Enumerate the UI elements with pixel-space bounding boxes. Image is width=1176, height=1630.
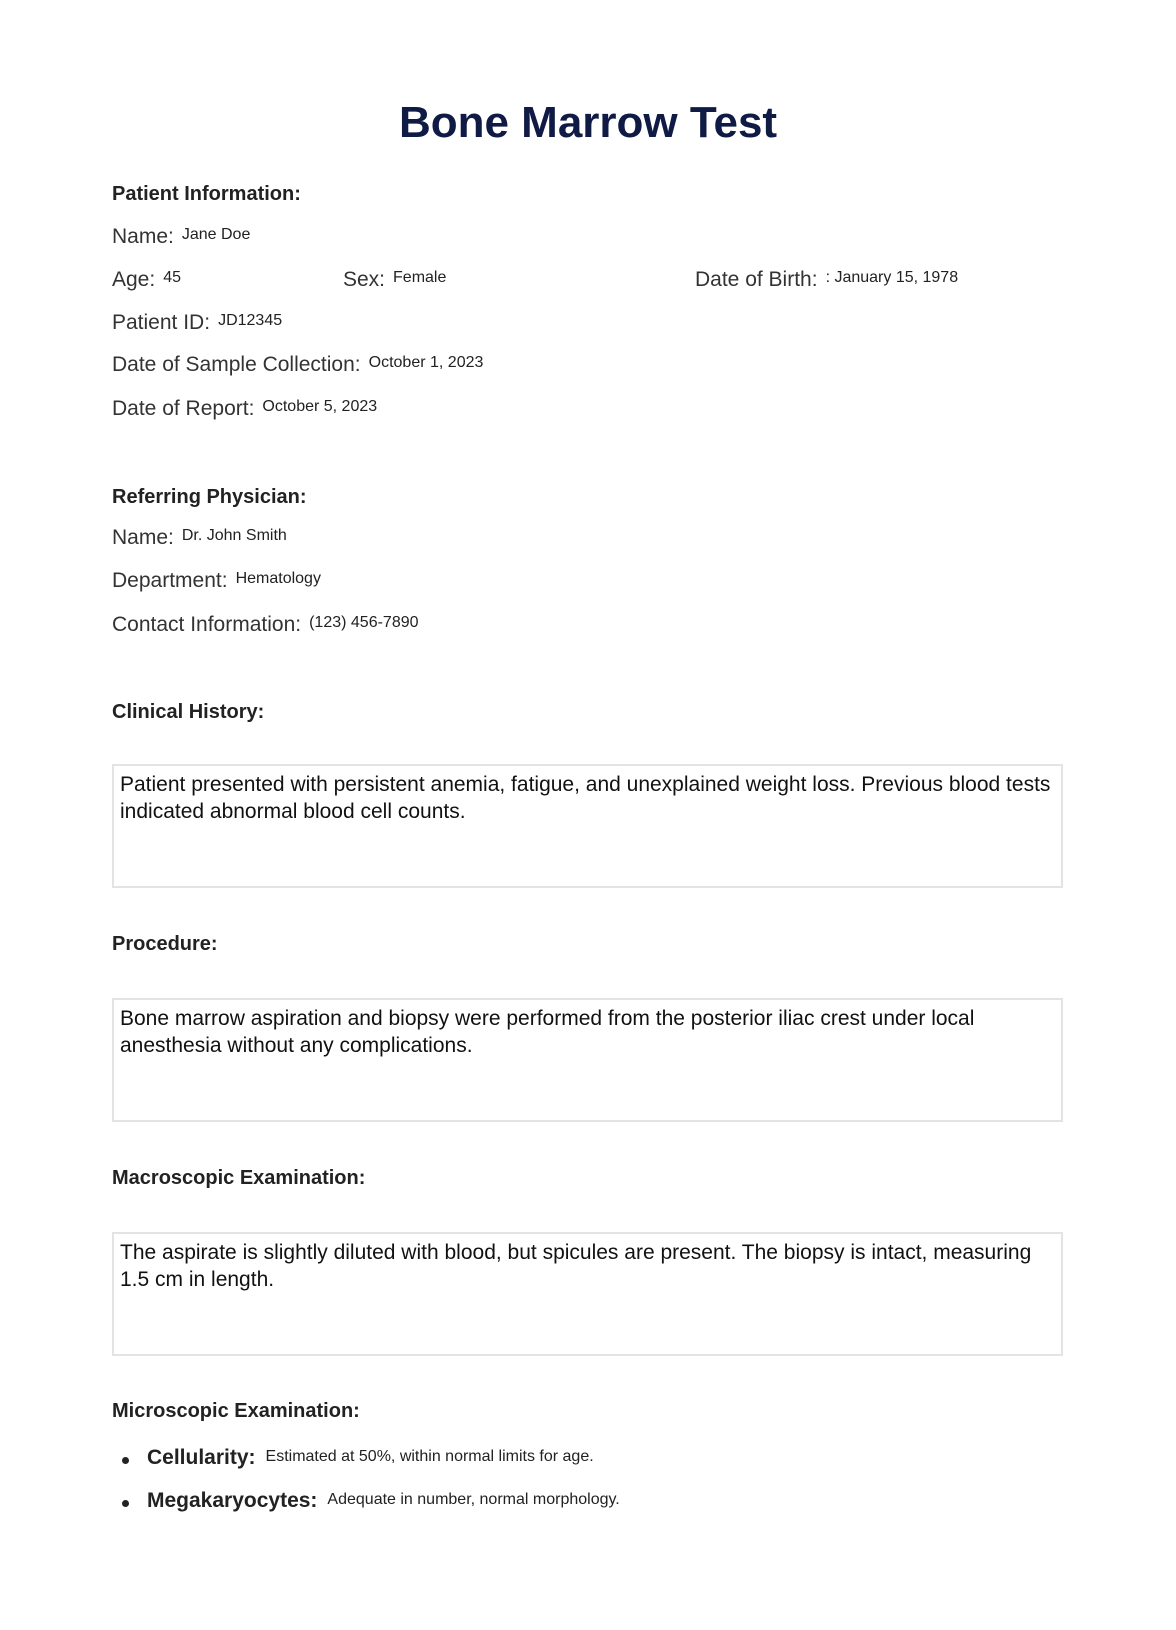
label: Patient ID:: [112, 311, 211, 334]
label: Department:: [112, 569, 228, 592]
item-label: Cellularity:: [147, 1446, 256, 1469]
collection-date: October 1, 2023: [368, 354, 484, 371]
label: Age:: [112, 268, 156, 291]
macroscopic-box: The aspirate is slightly diluted with blood, but spicules are present. The biopsy is intact, measuring 1.5 cm in length.: [112, 1232, 1063, 1356]
patient-name-row: [112, 225, 250, 249]
procedure-box: Bone marrow aspiration and biopsy were performed from the posterior iliac crest under local anesthesia without any complications.: [112, 998, 1063, 1122]
patient-sex-row: [343, 268, 446, 292]
label: Sex:: [343, 268, 386, 291]
contact: (123) 456-7890: [309, 614, 419, 631]
patient-info-heading: Patient Information:: [112, 183, 301, 205]
collection-date-row: [112, 353, 483, 377]
label: Date of Report:: [112, 397, 255, 420]
item-label: Megakaryocytes:: [147, 1489, 318, 1512]
patient-id: JD12345: [218, 312, 283, 329]
patient-age-row: [112, 268, 181, 292]
page-title: Bone Marrow Test: [398, 98, 778, 147]
label: Contact Information:: [112, 613, 302, 636]
contact-row: [112, 613, 419, 637]
patient-name: Jane Doe: [181, 226, 251, 243]
clinical-history-heading: Clinical History:: [112, 701, 265, 723]
item-value: Estimated at 50%, within normal limits for age.: [265, 1448, 594, 1465]
item-value: Adequate in number, normal morphology.: [327, 1491, 620, 1508]
list-item: [112, 1446, 620, 1470]
label: Name:: [112, 526, 174, 549]
label: Date of Sample Collection:: [112, 353, 361, 376]
patient-id-row: [112, 311, 282, 335]
label: Date of Birth:: [695, 268, 818, 291]
department-row: [112, 569, 321, 593]
clinical-history-box: Patient presented with persistent anemia, fatigue, and unexplained weight loss. Previous blood tests indicated abnormal blood cell counts.: [112, 764, 1063, 888]
procedure-heading: Procedure:: [112, 933, 218, 955]
report-date-row: [112, 397, 377, 421]
patient-sex: Female: [393, 269, 447, 286]
macroscopic-heading: Macroscopic Examination:: [112, 1167, 366, 1189]
patient-dob-row: [695, 268, 958, 292]
physician-heading: Referring Physician:: [112, 486, 307, 508]
list-item: [112, 1489, 620, 1513]
label: Name:: [112, 225, 174, 248]
physician-name-row: [112, 526, 287, 550]
physician-name: Dr. John Smith: [181, 527, 287, 544]
department: Hematology: [235, 570, 321, 587]
report-date: October 5, 2023: [262, 398, 378, 415]
patient-dob: : January 15, 1978: [825, 269, 959, 286]
patient-age: 45: [163, 269, 181, 286]
microscopic-list: [112, 1446, 620, 1513]
microscopic-heading: Microscopic Examination:: [112, 1400, 360, 1422]
